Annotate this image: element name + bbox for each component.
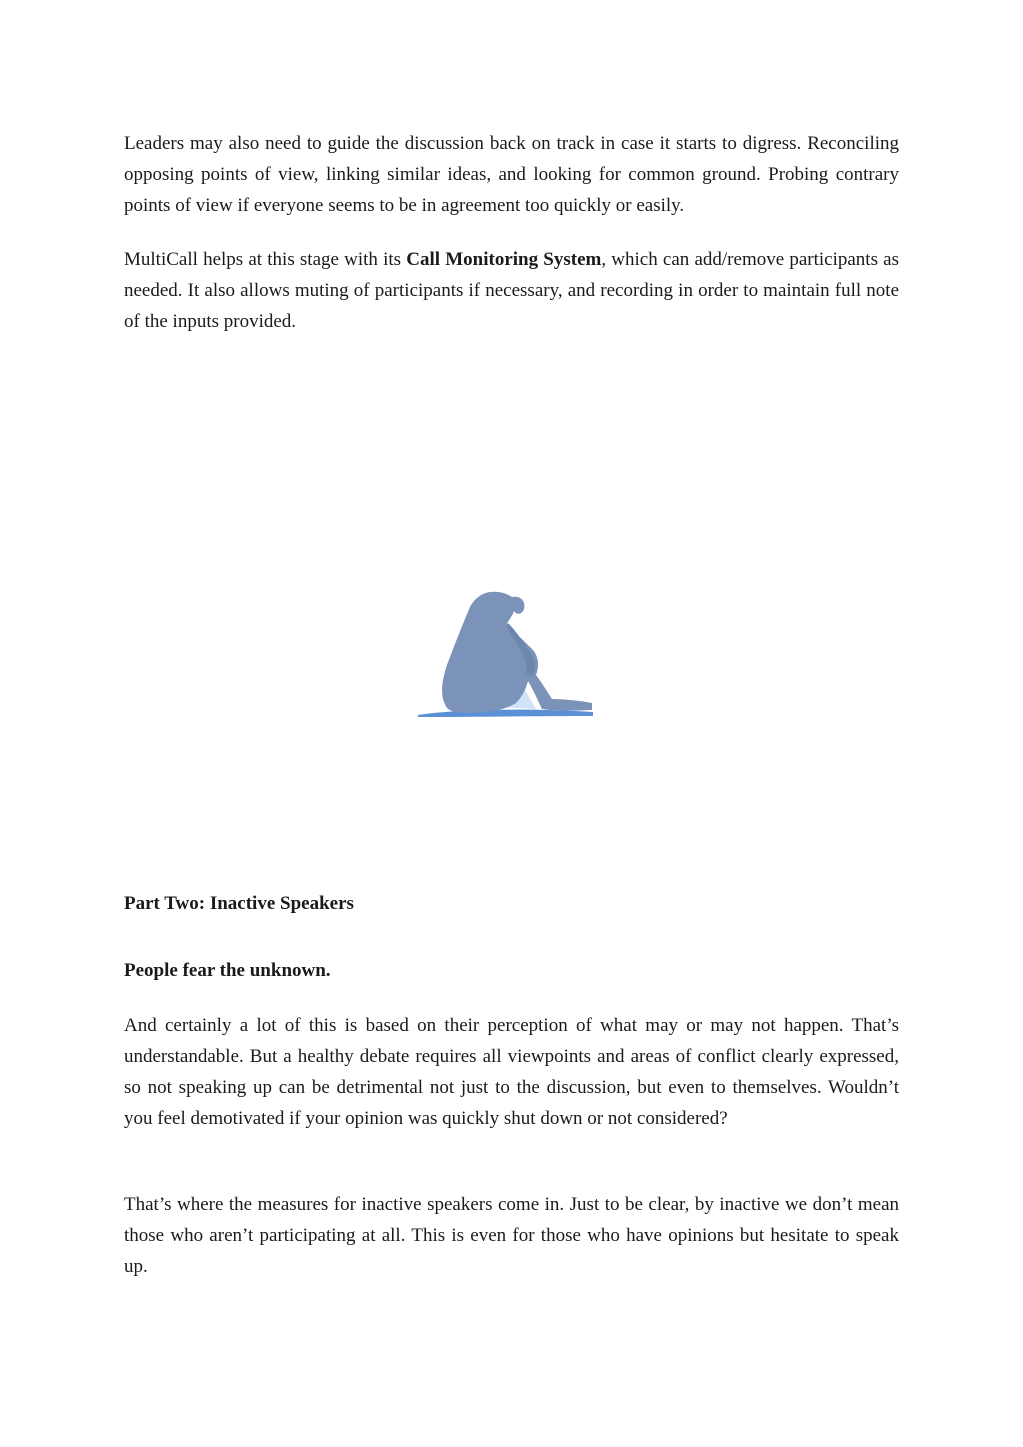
sitting-person-icon: [386, 585, 606, 725]
sitting-person-illustration: [386, 585, 606, 725]
floor-shadow: [418, 710, 593, 717]
section-subheading: People fear the unknown.: [124, 960, 331, 981]
paragraph-discussion-guidance: Leaders may also need to guide the discussion back on track in case it starts to digress. Reconciling opposing points of view, linking similar ideas, and looking for common ground. Probing contrary points of view if everyone seems to be in agreement too quickly or easily.: [124, 133, 899, 216]
paragraph-call-monitoring: [124, 244, 899, 337]
paragraph-text: , which can add/remove participants as needed. It also allows muting of participants if necessary, and recording in order to maintain full note of the inputs provided.: [124, 249, 899, 332]
call-monitoring-system-term: Call Monitoring System: [406, 249, 602, 270]
paragraph-text: MultiCall helps at this stage with its: [124, 249, 407, 270]
paragraph-inactive-speakers: That’s where the measures for inactive speakers come in. Just to be clear, by inactive we don’t mean those who aren’t participating at all. This is even for those who have opinions but hesitate to speak up.: [124, 1194, 899, 1277]
paragraph-fear-unknown: And certainly a lot of this is based on their perception of what may or may not happen. That’s understandable. But a healthy debate requires all viewpoints and areas of conflict clearly expressed, so not speaking up can be detrimental not just to the discussion, but even to themselves. Wouldn’t you feel demotivated if your opinion was quickly shut down or not considered?: [124, 1015, 899, 1129]
section-heading: Part Two: Inactive Speakers: [124, 893, 354, 914]
person-silhouette: [442, 592, 592, 713]
